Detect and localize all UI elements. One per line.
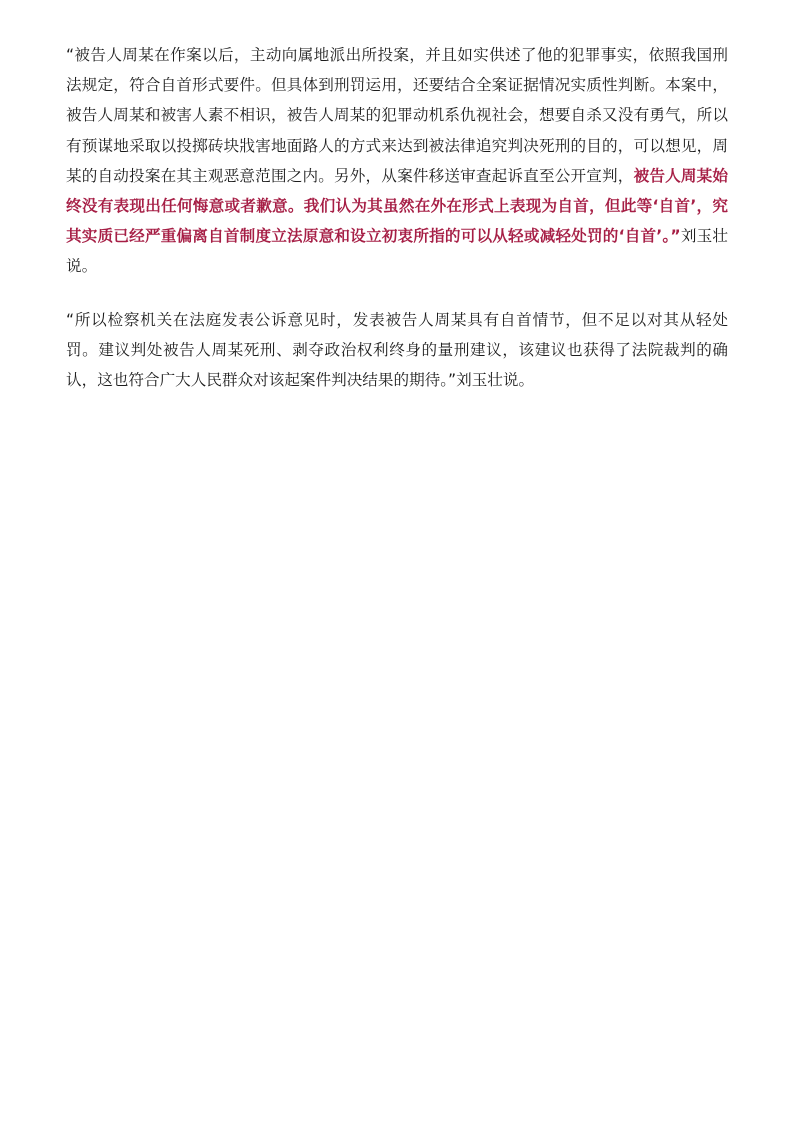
paragraph-1-text: “被告人周某在作案以后，主动向属地派出所投案，并且如实供述了他的犯罪事实，依照我国刑法规定，符合自首形式要件。但具体到刑罚运用，还要结合全案证据情况实质性判断。本案中，被告人周某和被害人素不相识，被告人周某的犯罪动机系仇视社会，想要自杀又没有勇气，所以有预谋地采取以投掷砖块戕害地面路人的方式来达到被法律追究判决死刑的目的，可以想见，周某的自动投案在其主观恶意范围之内。另外，从案件移送审查起诉直至公开宣判，	[66, 46, 728, 185]
document-page	[66, 40, 728, 418]
paragraph-2-text: “所以检察机关在法庭发表公诉意见时，发表被告人周某具有自首情节，但不足以对其从轻处罚。建议判处被告人周某死刑、剥夺政治权利终身的量刑建议，该建议也获得了法院裁判的确认，这也符合广大人民群众对该起案件判决结果的期待。”刘玉壮说。	[66, 310, 728, 390]
paragraph-2	[66, 305, 728, 396]
paragraph-1	[66, 40, 728, 282]
paragraph-1-attribution: 刘玉壮说。	[66, 227, 728, 276]
paragraph-1-emphasis: 被告人周某始终没有表现出任何悔意或者歉意。我们认为其虽然在外在形式上表现为自首，但此等‘自首’，究其实质已经严重偏离自首制度立法原意和设立初衷所指的可以从轻或减轻处罚的‘自首’。”	[66, 166, 728, 246]
